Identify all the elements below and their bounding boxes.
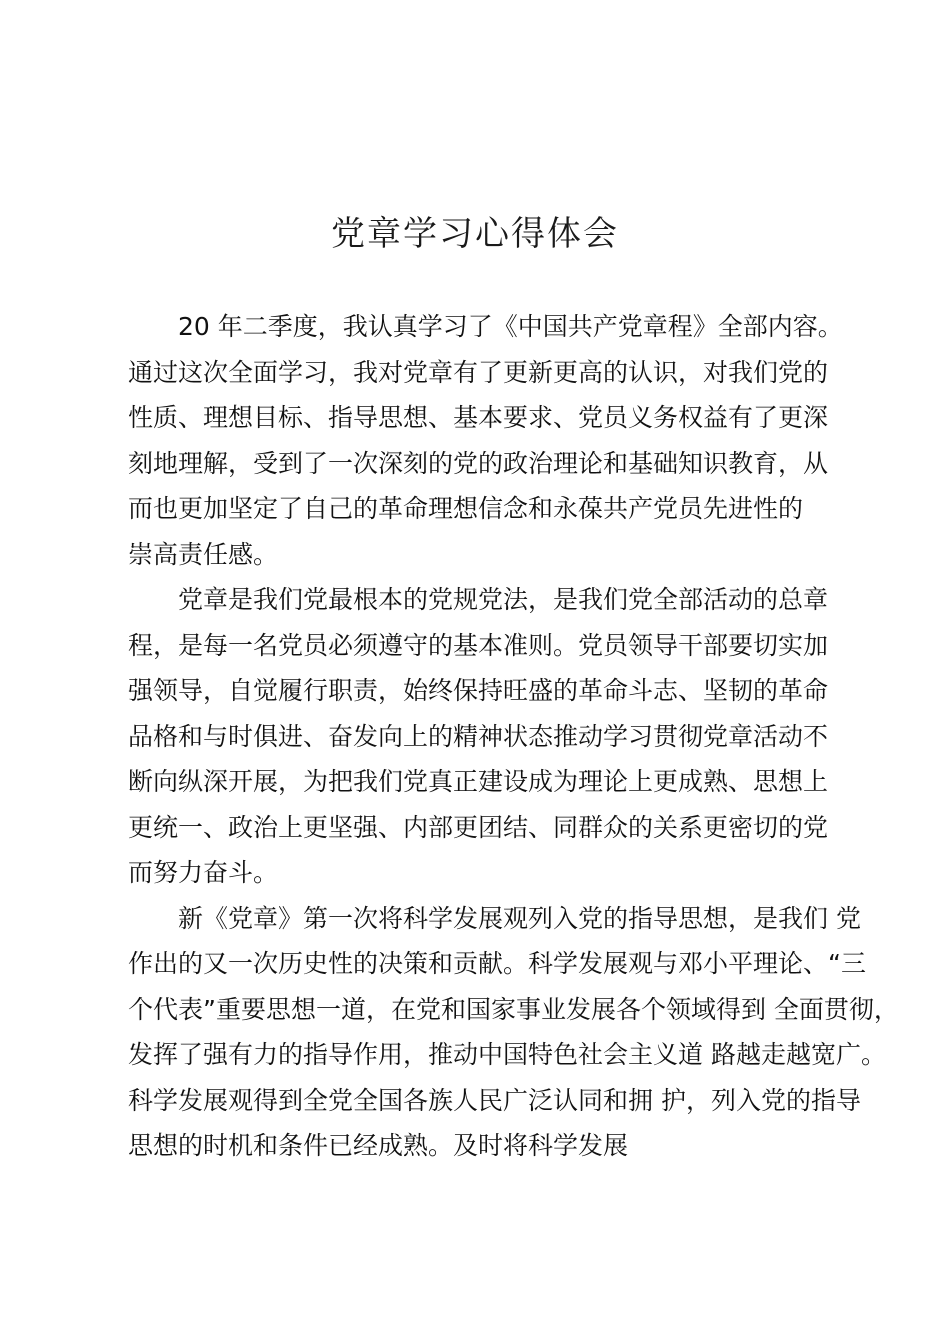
paragraph-line: 强领导，自觉履行职责，始终保持旺盛的革命斗志、坚韧的革命 [128,676,829,705]
document-body [128,304,899,1169]
paragraph-1 [128,304,888,577]
paragraph-line: 崇高责任感。 [128,539,279,569]
document-title: 党章学习心得体会 [331,214,619,254]
paragraph-line: 而努力奋斗。 [128,858,279,887]
paragraph-line: 思想的时机和条件已经成熟。及时将科学发展 [128,1131,629,1160]
paragraph-line: 个代表”重要思想一道，在党和国家事业发展各个领域得到 全面贯彻， [128,994,899,1024]
paragraph-line: 断向纵深开展，为把我们党真正建设成为理论上更成熟、思想上 [128,767,829,796]
paragraph-line: 而也更加坚定了自己的革命理想信念和永葆共产党员先进性的 [128,494,804,523]
paragraph-line: 科学发展观得到全党全国各族人民广泛认同和拥 护，列入党的指导 [128,1085,861,1115]
paragraph-line: 程，是每一名党员必须遵守的基本准则。党员领导干部要切实加 [128,630,829,660]
paragraph-line: 品格和与时俱进、奋发向上的精神状态推动学习贯彻党章活动不 [128,721,829,751]
paragraph-line: 刻地理解，受到了一次深刻的党的政治理论和基础知识教育，从 [128,448,829,478]
paragraph-line: 党章是我们党最根本的党规党法，是我们党全部活动的总章 [178,585,829,614]
paragraph-line: 发挥了强有力的指导作用，推动中国特色社会主义道 路越走越宽广。 [128,1040,886,1069]
paragraph-3 [128,896,899,1169]
paragraph-line: 20 年二季度，我认真学习了《中国共产党章程》全部内容。 [178,312,843,341]
paragraph-line: 作出的又一次历史性的决策和贡献。科学发展观与邓小平理论、“三 [128,949,866,978]
paragraph-line: 通过这次全面学习，我对党章有了更新更高的认识，对我们党的 [128,357,829,387]
paragraph-line: 性质、理想目标、指导思想、基本要求、党员义务权益有了更深 [128,403,829,432]
paragraph-line: 更统一、政治上更坚强、内部更团结、同群众的关系更密切的党 [128,812,829,842]
paragraph-2 [128,577,888,896]
paragraph-line: 新《党章》第一次将科学发展观列入党的指导思想，是我们 党 [178,903,861,933]
